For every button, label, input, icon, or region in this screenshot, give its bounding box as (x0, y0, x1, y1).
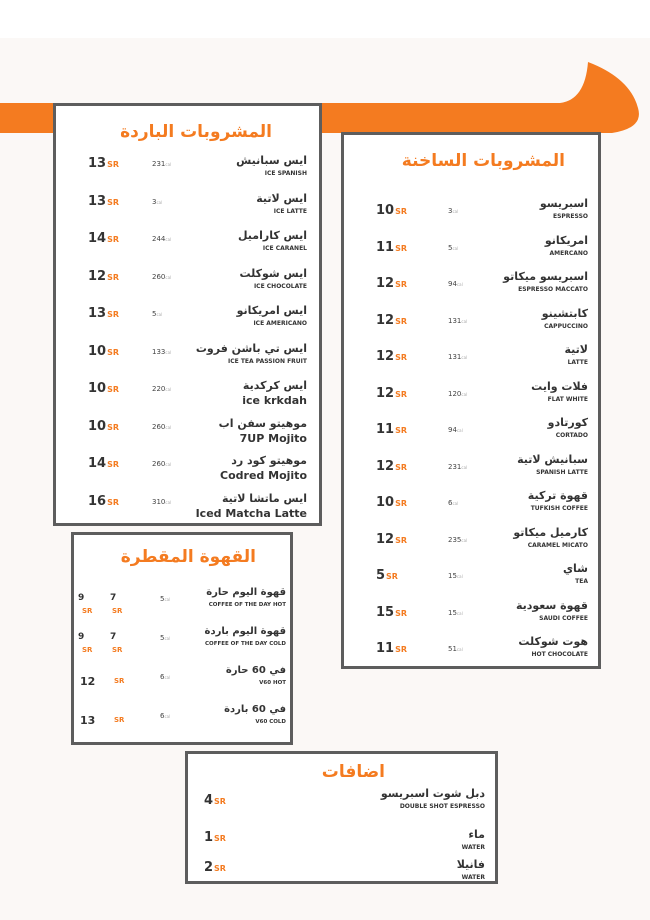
item-name-en: WATER (461, 874, 485, 881)
calories-value: 6 (448, 499, 453, 507)
item-price (88, 194, 119, 209)
item-price (88, 231, 119, 246)
item-name-en: V60 COLD (255, 719, 286, 725)
item-name-en: CORTADO (555, 432, 588, 439)
price-value: 12 (376, 349, 395, 364)
menu-item (56, 492, 319, 526)
cold-drinks-title: المشروبات الباردة (120, 122, 272, 142)
item-price (376, 568, 398, 583)
item-calories (152, 423, 171, 431)
calories-value: 5 (448, 243, 453, 252)
currency-label: SR (107, 197, 120, 207)
item-calories (448, 499, 458, 507)
item-name-ar: فانيلا (456, 858, 485, 871)
calories-value: 94 (448, 280, 457, 288)
menu-item (344, 562, 598, 596)
item-calories (448, 572, 463, 580)
item-calories (152, 198, 162, 206)
menu-item (56, 304, 319, 338)
currency-label: SR (395, 462, 408, 472)
calories-value: 133 (152, 347, 166, 356)
calories-value: 235 (448, 535, 462, 544)
item-name-ar: شاي (562, 562, 588, 575)
item-price (88, 381, 119, 396)
price-value: 10 (376, 495, 395, 510)
item-calories (152, 348, 171, 356)
menu-item (344, 599, 598, 633)
calories-unit: cal (164, 675, 171, 680)
calories-value: 5 (152, 310, 157, 318)
item-calories (448, 244, 458, 252)
calories-value: 5 (160, 595, 165, 603)
price-value: 13 (88, 193, 107, 209)
item-price (376, 276, 407, 291)
calories-unit: cal (164, 714, 171, 719)
item-name-en: CARAMEL MICATO (527, 541, 588, 549)
menu-item (188, 787, 495, 821)
item-name-ar: موهيتو سفن اب (218, 416, 307, 430)
calories-value: 131 (448, 316, 462, 325)
currency-label: SR (395, 280, 408, 289)
item-name-en: AMERCANO (549, 249, 588, 257)
menu-item (56, 267, 319, 301)
item-name-ar: في 60 حارة (225, 665, 286, 676)
item-name-ar: كورتادو (547, 416, 588, 429)
calories-value: 260 (152, 272, 166, 281)
item-price (376, 459, 407, 474)
calories-unit: cal (164, 597, 171, 602)
item-calories (152, 235, 171, 243)
calories-value: 6 (160, 712, 165, 720)
menu-item (344, 453, 598, 487)
item-name-en: ICE CARANEL (262, 245, 307, 252)
calories-unit: cal (165, 349, 172, 355)
calories-value: 220 (152, 385, 166, 393)
calories-unit: cal (456, 282, 463, 287)
calories-unit: cal (452, 209, 459, 214)
item-name-en: COFFEE OF THE DAY HOT (208, 602, 286, 608)
currency-label: SR (107, 497, 120, 507)
currency-label: SR (395, 608, 408, 618)
item-name-ar: كابتشينو (541, 306, 588, 320)
item-calories (448, 280, 463, 288)
currency-label: SR (395, 645, 408, 654)
item-price (204, 830, 226, 845)
currency-label: SR (395, 499, 408, 508)
menu-item (344, 380, 598, 414)
item-calories (448, 353, 467, 361)
calories-value: 51 (448, 645, 457, 653)
item-price (376, 203, 407, 218)
price-value: 15 (376, 604, 395, 620)
currency-label: SR (214, 864, 226, 873)
menu-item (74, 665, 290, 699)
item-calories (448, 536, 467, 544)
currency-label: SR (107, 160, 120, 169)
item-name-en: CAPPUCCINO (544, 322, 588, 330)
menu-item (344, 489, 598, 523)
price-value: 12 (376, 531, 395, 547)
price-value: 10 (88, 381, 107, 396)
item-name-en: DOUBLE SHOT ESPRESSO (399, 803, 485, 810)
item-price (376, 386, 407, 401)
item-price (88, 456, 119, 471)
item-name-ar: اسبريسو (539, 197, 588, 210)
item-price (88, 494, 119, 509)
calories-unit: cal (165, 274, 172, 280)
currency-label: SR (107, 272, 120, 282)
item-name-ar: ايس ماتشا لاتية (222, 491, 307, 505)
item-name-en: ICE LATTE (273, 207, 307, 215)
calories-value: 15 (448, 572, 457, 580)
item-price (88, 419, 119, 434)
price-value: 14 (88, 456, 107, 471)
price-value: 13 (80, 714, 96, 727)
calories-unit: cal (165, 387, 172, 392)
price-small-value: 7 (110, 593, 117, 603)
item-name-en: COFFEE OF THE DAY COLD (204, 641, 286, 647)
item-name-ar: ايس كركدية (242, 379, 307, 392)
price-value: 11 (376, 422, 395, 437)
item-name-en: ICE CHOCOLATE (253, 282, 307, 290)
calories-value: 310 (152, 497, 166, 506)
item-name-ar: دبل شوت اسبريسو (380, 787, 485, 800)
currency-label: SR (214, 797, 226, 806)
item-calories (448, 609, 463, 617)
price-value: 10 (88, 343, 107, 359)
calories-unit: cal (456, 647, 463, 652)
calories-value: 231 (152, 160, 166, 168)
item-calories (448, 645, 463, 653)
item-price (204, 860, 226, 875)
currency-label: SR (395, 316, 408, 326)
item-name-ar: ايس كاراميل (237, 229, 307, 242)
currency-label: SR (395, 426, 408, 435)
menu-item (56, 229, 319, 263)
currency-label: SR (386, 572, 398, 581)
price-value: 5 (376, 568, 386, 583)
item-price (376, 313, 407, 328)
calories-value: 260 (152, 422, 166, 431)
price-value: 13 (88, 306, 107, 321)
menu-item (344, 416, 598, 450)
item-calories (160, 634, 170, 642)
item-name-ar: قهوة اليوم باردة (204, 626, 286, 637)
price-value: 14 (88, 231, 107, 246)
price-value: 10 (88, 418, 107, 434)
item-name-en: V60 HOT (259, 680, 286, 686)
price-value: 12 (376, 385, 395, 401)
menu-item (56, 154, 319, 188)
price-value: 1 (204, 830, 214, 845)
currency-label: SR (107, 385, 120, 394)
calories-value: 244 (152, 235, 166, 243)
calories-value: 260 (152, 460, 166, 468)
item-name-ar: هوت شوكلت (518, 635, 588, 648)
calories-unit: cal (156, 312, 163, 317)
item-name-en: Codred Mojito (220, 469, 307, 482)
item-calories (152, 385, 171, 393)
item-calories (160, 712, 170, 720)
item-name-ar: قهوة تركية (527, 489, 588, 502)
item-name-ar: ايس تي باشن فروت (195, 341, 307, 355)
item-calories (448, 390, 467, 398)
currency-label: SR (107, 347, 120, 357)
item-price (376, 349, 407, 364)
calories-unit: cal (461, 464, 468, 470)
price-value: 13 (88, 156, 107, 171)
currency-label: SR (395, 389, 408, 399)
item-price (376, 532, 407, 547)
item-name-ar: قهوة اليوم حارة (206, 587, 286, 598)
calories-value: 3 (152, 197, 157, 206)
price-large-value: 9 (78, 593, 85, 603)
item-calories (448, 463, 467, 471)
calories-unit: cal (456, 610, 463, 616)
price-large-value: 9 (78, 632, 85, 642)
item-name-en: HOT CHOCOLATE (531, 651, 588, 658)
menu-item (344, 343, 598, 377)
price-value: 4 (204, 793, 214, 808)
item-calories (448, 317, 467, 325)
currency-label: SR (107, 460, 120, 469)
calories-value: 131 (448, 353, 462, 361)
calories-unit: cal (461, 318, 468, 324)
calories-value: 6 (160, 673, 165, 681)
item-price (376, 422, 407, 437)
item-name-en: ICE TEA PASSION FRUIT (228, 357, 307, 365)
item-calories (160, 595, 170, 603)
item-name-en: ICE AMERICANO (253, 320, 307, 327)
calories-value: 120 (448, 389, 462, 398)
calories-unit: cal (452, 245, 459, 251)
hot-drinks-title: المشروبات الساخنة (401, 151, 565, 171)
item-name-en: FLAT WHITE (547, 395, 588, 403)
calories-unit: cal (456, 574, 463, 579)
item-name-en: ICE SPANISH (264, 170, 307, 177)
calories-unit: cal (165, 499, 172, 505)
item-price (376, 605, 407, 620)
currency-label: SR (82, 646, 93, 654)
calories-value: 231 (448, 462, 462, 471)
calories-unit: cal (156, 199, 163, 205)
item-price (376, 641, 407, 656)
item-calories (448, 207, 458, 215)
item-calories (448, 426, 463, 434)
menu-item (74, 704, 290, 738)
item-name-ar: ايس امريكانو (236, 304, 307, 317)
menu-item (56, 192, 319, 226)
item-price (88, 156, 119, 171)
extras-panel (185, 751, 498, 884)
price-small-value: 7 (110, 632, 117, 642)
item-name-ar: في 60 باردة (224, 704, 286, 715)
item-calories (160, 673, 170, 681)
price-value: 12 (88, 268, 107, 284)
currency-label: SR (107, 235, 120, 244)
currency-label: SR (114, 716, 125, 724)
calories-unit: cal (456, 428, 463, 433)
cold-drinks-panel (53, 103, 322, 526)
menu-item (56, 417, 319, 451)
price-value: 10 (376, 203, 395, 218)
price-value: 12 (376, 312, 395, 328)
item-name-en: ice krkdah (242, 394, 307, 407)
item-name-ar: ايس لاتية (256, 191, 307, 205)
currency-label: SR (114, 677, 125, 685)
currency-label: SR (214, 834, 226, 843)
item-price (376, 495, 407, 510)
item-name-ar: اسبريسو ميكاتو (503, 270, 588, 283)
calories-unit: cal (165, 424, 172, 430)
item-name-en: ESPRESSO (552, 213, 588, 220)
item-price (204, 793, 226, 808)
item-name-ar: سبانيش لاتية (517, 452, 588, 466)
currency-label: SR (395, 243, 408, 253)
item-name-ar: لاتية (564, 343, 588, 356)
item-calories (152, 498, 171, 506)
currency-label: SR (82, 607, 93, 615)
currency-label: SR (112, 607, 123, 615)
item-price (376, 240, 407, 255)
menu-item (56, 379, 319, 413)
item-name-en: TUFKISH COFFEE (530, 505, 588, 512)
extras-title: اضافات (321, 762, 385, 782)
item-price (88, 269, 119, 284)
item-name-en: ESPRESSO MACCATO (518, 286, 588, 293)
menu-item (344, 234, 598, 268)
menu-item (188, 828, 495, 862)
item-calories (152, 160, 171, 168)
item-name-en: 7UP Mojito (239, 431, 307, 445)
currency-label: SR (395, 535, 408, 545)
currency-label: SR (112, 646, 123, 654)
item-name-ar: كارميل ميكاتو (513, 525, 588, 539)
item-calories (152, 273, 171, 281)
menu-item (344, 526, 598, 560)
calories-value: 94 (448, 426, 457, 434)
calories-value: 3 (448, 207, 453, 215)
menu-item (344, 307, 598, 341)
price-value: 12 (80, 675, 96, 688)
calories-value: 15 (448, 608, 457, 617)
price-value: 12 (376, 276, 395, 291)
item-calories (152, 460, 171, 468)
item-name-ar: ماء (468, 828, 485, 841)
menu-item (344, 635, 598, 669)
price-value: 12 (376, 458, 395, 474)
item-price (88, 306, 119, 321)
currency-label: SR (107, 310, 120, 319)
calories-unit: cal (452, 501, 459, 506)
item-name-ar: قهوة سعودية (515, 598, 588, 612)
item-name-en: WATER (461, 844, 485, 851)
drip-coffee-panel (71, 532, 293, 745)
calories-unit: cal (461, 537, 468, 543)
calories-unit: cal (165, 237, 172, 242)
item-name-en: TEA (575, 578, 588, 585)
calories-unit: cal (461, 355, 468, 360)
currency-label: SR (395, 353, 408, 362)
currency-label: SR (107, 422, 120, 432)
price-value: 11 (376, 239, 395, 255)
item-name-ar: امريكانو (544, 233, 588, 247)
price-value: 16 (88, 493, 107, 509)
item-name-ar: ايس سبانيش (236, 154, 307, 167)
price-value: 2 (204, 860, 214, 875)
menu-item (344, 270, 598, 304)
item-name-en: Iced Matcha Latte (195, 506, 307, 520)
item-name-ar: موهيتو كود رد (231, 454, 307, 467)
menu-item (56, 454, 319, 488)
calories-unit: cal (461, 391, 468, 397)
calories-unit: cal (165, 462, 172, 467)
price-value: 11 (376, 641, 395, 656)
menu-item (188, 858, 495, 892)
item-calories (152, 310, 162, 318)
calories-unit: cal (165, 162, 172, 167)
currency-label: SR (395, 207, 408, 216)
calories-unit: cal (164, 636, 171, 641)
hot-drinks-panel (341, 132, 601, 669)
calories-value: 5 (160, 634, 165, 642)
item-price (88, 344, 119, 359)
item-name-ar: فلات وايت (531, 379, 588, 393)
item-name-ar: ايس شوكلت (239, 266, 307, 280)
menu-item (56, 342, 319, 376)
item-name-en: SPANISH LATTE (536, 468, 588, 476)
drip-coffee-title: القهوة المقطرة (120, 547, 256, 567)
item-name-en: SAUDI COFFEE (539, 614, 588, 622)
menu-item (74, 587, 290, 621)
menu-item (74, 626, 290, 660)
item-name-en: LATTE (567, 359, 588, 366)
menu-item (344, 197, 598, 231)
